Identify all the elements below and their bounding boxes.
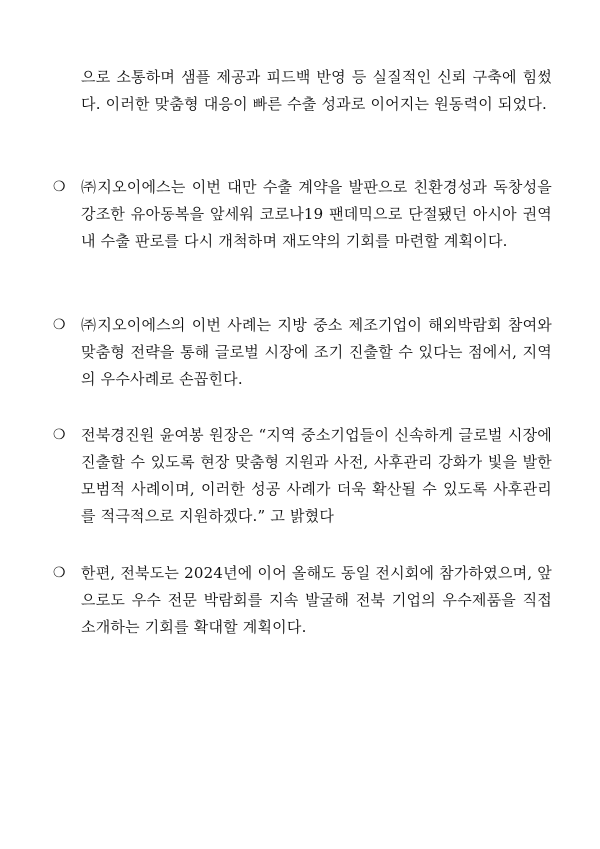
bullet-paragraph-director-quote xyxy=(52,422,552,530)
paragraph-text: 한편, 전북도는 2024년에 이어 올해도 동일 전시회에 참가하였으며, 앞으로도 우수 전문 박람회를 지속 발굴해 전북 기업의 우수제품을 직접 소개하는 기회를 확대할 계획이다. xyxy=(81,564,552,636)
bullet-circle-icon: ❍ xyxy=(53,427,66,443)
bullet-circle-icon: ❍ xyxy=(53,179,66,195)
bullet-circle-icon: ❍ xyxy=(53,565,66,581)
continued-paragraph xyxy=(52,64,552,118)
bullet-paragraph-best-practice xyxy=(52,312,552,393)
bullet-paragraph-province-plan xyxy=(52,560,552,641)
paragraph-text: 으로 소통하며 샘플 제공과 피드백 반영 등 실질적인 신뢰 구축에 힘썼다. 이러한 맞춤형 대응이 빠른 수출 성과로 이어지는 원동력이 되었다. xyxy=(81,68,552,113)
paragraph-text: ㈜지오이에스는 이번 대만 수출 계약을 발판으로 친환경성과 독창성을 강조한 유아동복을 앞세워 코로나19 팬데믹으로 단절됐던 아시아 권역 내 수출 판로를 다시 개척하며 재도약의 기회를 마련할 계획이다. xyxy=(81,178,552,250)
bullet-circle-icon: ❍ xyxy=(53,317,66,333)
bullet-paragraph-export-plan xyxy=(52,174,552,255)
paragraph-text: 전북경진원 윤여봉 원장은 “지역 중소기업들이 신속하게 글로벌 시장에 진출할 수 있도록 현장 맞춤형 지원과 사전, 사후관리 강화가 빛을 발한 모범적 사례이며, 이러한 성공 사례가 더욱 확산될 수 있도록 사후관리를 적극적으로 지원하겠다.” 고 밝혔다 xyxy=(81,426,552,525)
paragraph-text: ㈜지오이에스의 이번 사례는 지방 중소 제조기업이 해외박람회 참여와 맞춤형 전략을 통해 글로벌 시장에 조기 진출할 수 있다는 점에서, 지역의 우수사례로 손꼽힌다. xyxy=(81,316,552,388)
